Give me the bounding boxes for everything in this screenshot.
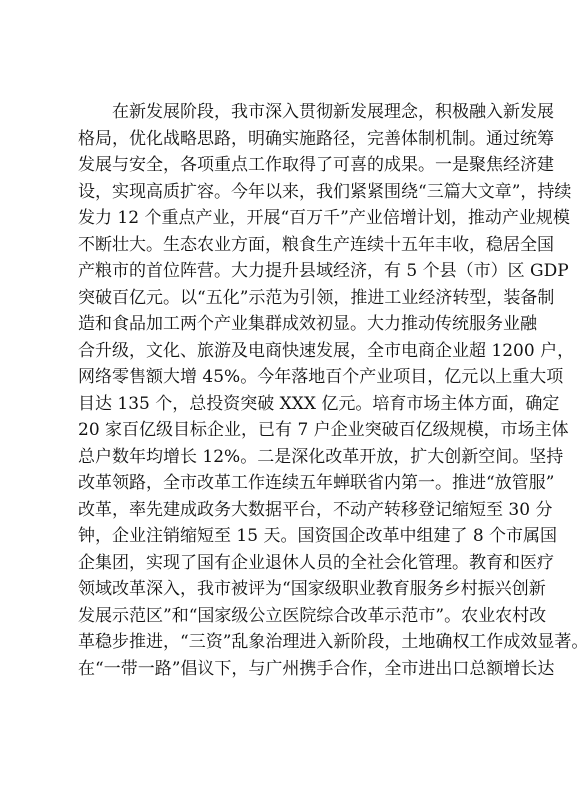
text-line: 领域改革深入，我市被评为“国家级职业教育服务乡村振兴创新	[78, 579, 546, 599]
text-line: 合升级，文化、旅游及电商快速发展，全市电商企业超 1200 户，	[78, 340, 575, 361]
text-line: 目达 135 个，总投资突破 XXX 亿元。培育市场主体方面，确定	[78, 393, 560, 414]
text-line: 设，实现高质扩容。今年以来，我们紧紧围绕“三篇大文章”，持续	[78, 181, 572, 202]
text-line: 钟，企业注销缩短至 15 天。国资国企改革中组建了 8 个市属国	[78, 526, 558, 546]
text-line: 发展与安全，各项重点工作取得了可喜的成果。一是聚焦经济建	[78, 155, 554, 175]
text-line: 改革，率先建成政务大数据平台，不动产转移登记缩短至 30 分	[78, 499, 553, 520]
text-line: 不断壮大。生态农业方面，粮食生产连续十五年丰收，稳居全国	[78, 234, 554, 255]
text-line: 总户数年均增长 12%。二是深化改革开放，扩大创新空间。坚持	[78, 446, 564, 467]
text-line: 造和食品加工两个产业集群成效初显。大力推动传统服务业融	[78, 314, 537, 334]
text-line: 20 家百亿级目标企业，已有 7 户企业突破百亿级规模，市场主体	[78, 420, 569, 440]
text-line: 产粮市的首位阵营。大力提升县域经济，有 5 个县（市）区 GDP	[78, 261, 569, 281]
text-line: 发展示范区”和“国家级公立医院综合改革示范市”。农业农村改	[78, 605, 547, 626]
text-line: 革稳步推进，“三资”乱象治理进入新阶段，土地确权工作成效显著。	[78, 632, 588, 652]
text-line: 突破百亿元。以“五化”示范为引领，推进工业经济转型，装备制	[78, 287, 555, 308]
text-line: 改革领路，全市改革工作连续五年蝉联省内第一。推进“放管服”	[78, 473, 555, 493]
body-paragraph	[78, 99, 588, 682]
text-line: 发力 12 个重点产业，开展“百万千”产业倍增计划，推动产业规模	[78, 208, 570, 228]
text-line: 企集团，实现了国有企业退休人员的全社会化管理。教育和医疗	[78, 552, 554, 573]
text-line: 在“一带一路”倡议下，与广州携手合作，全市进出口总额增长达	[78, 658, 555, 679]
text-line: 网络零售额大增 45%。今年落地百个产业项目，亿元以上重大项	[78, 367, 564, 387]
text-line: 在新发展阶段，我市深入贯彻新发展理念，积极融入新发展	[112, 102, 554, 122]
text-line: 格局，优化战略思路，明确实施路径，完善体制机制。通过统筹	[78, 128, 554, 149]
